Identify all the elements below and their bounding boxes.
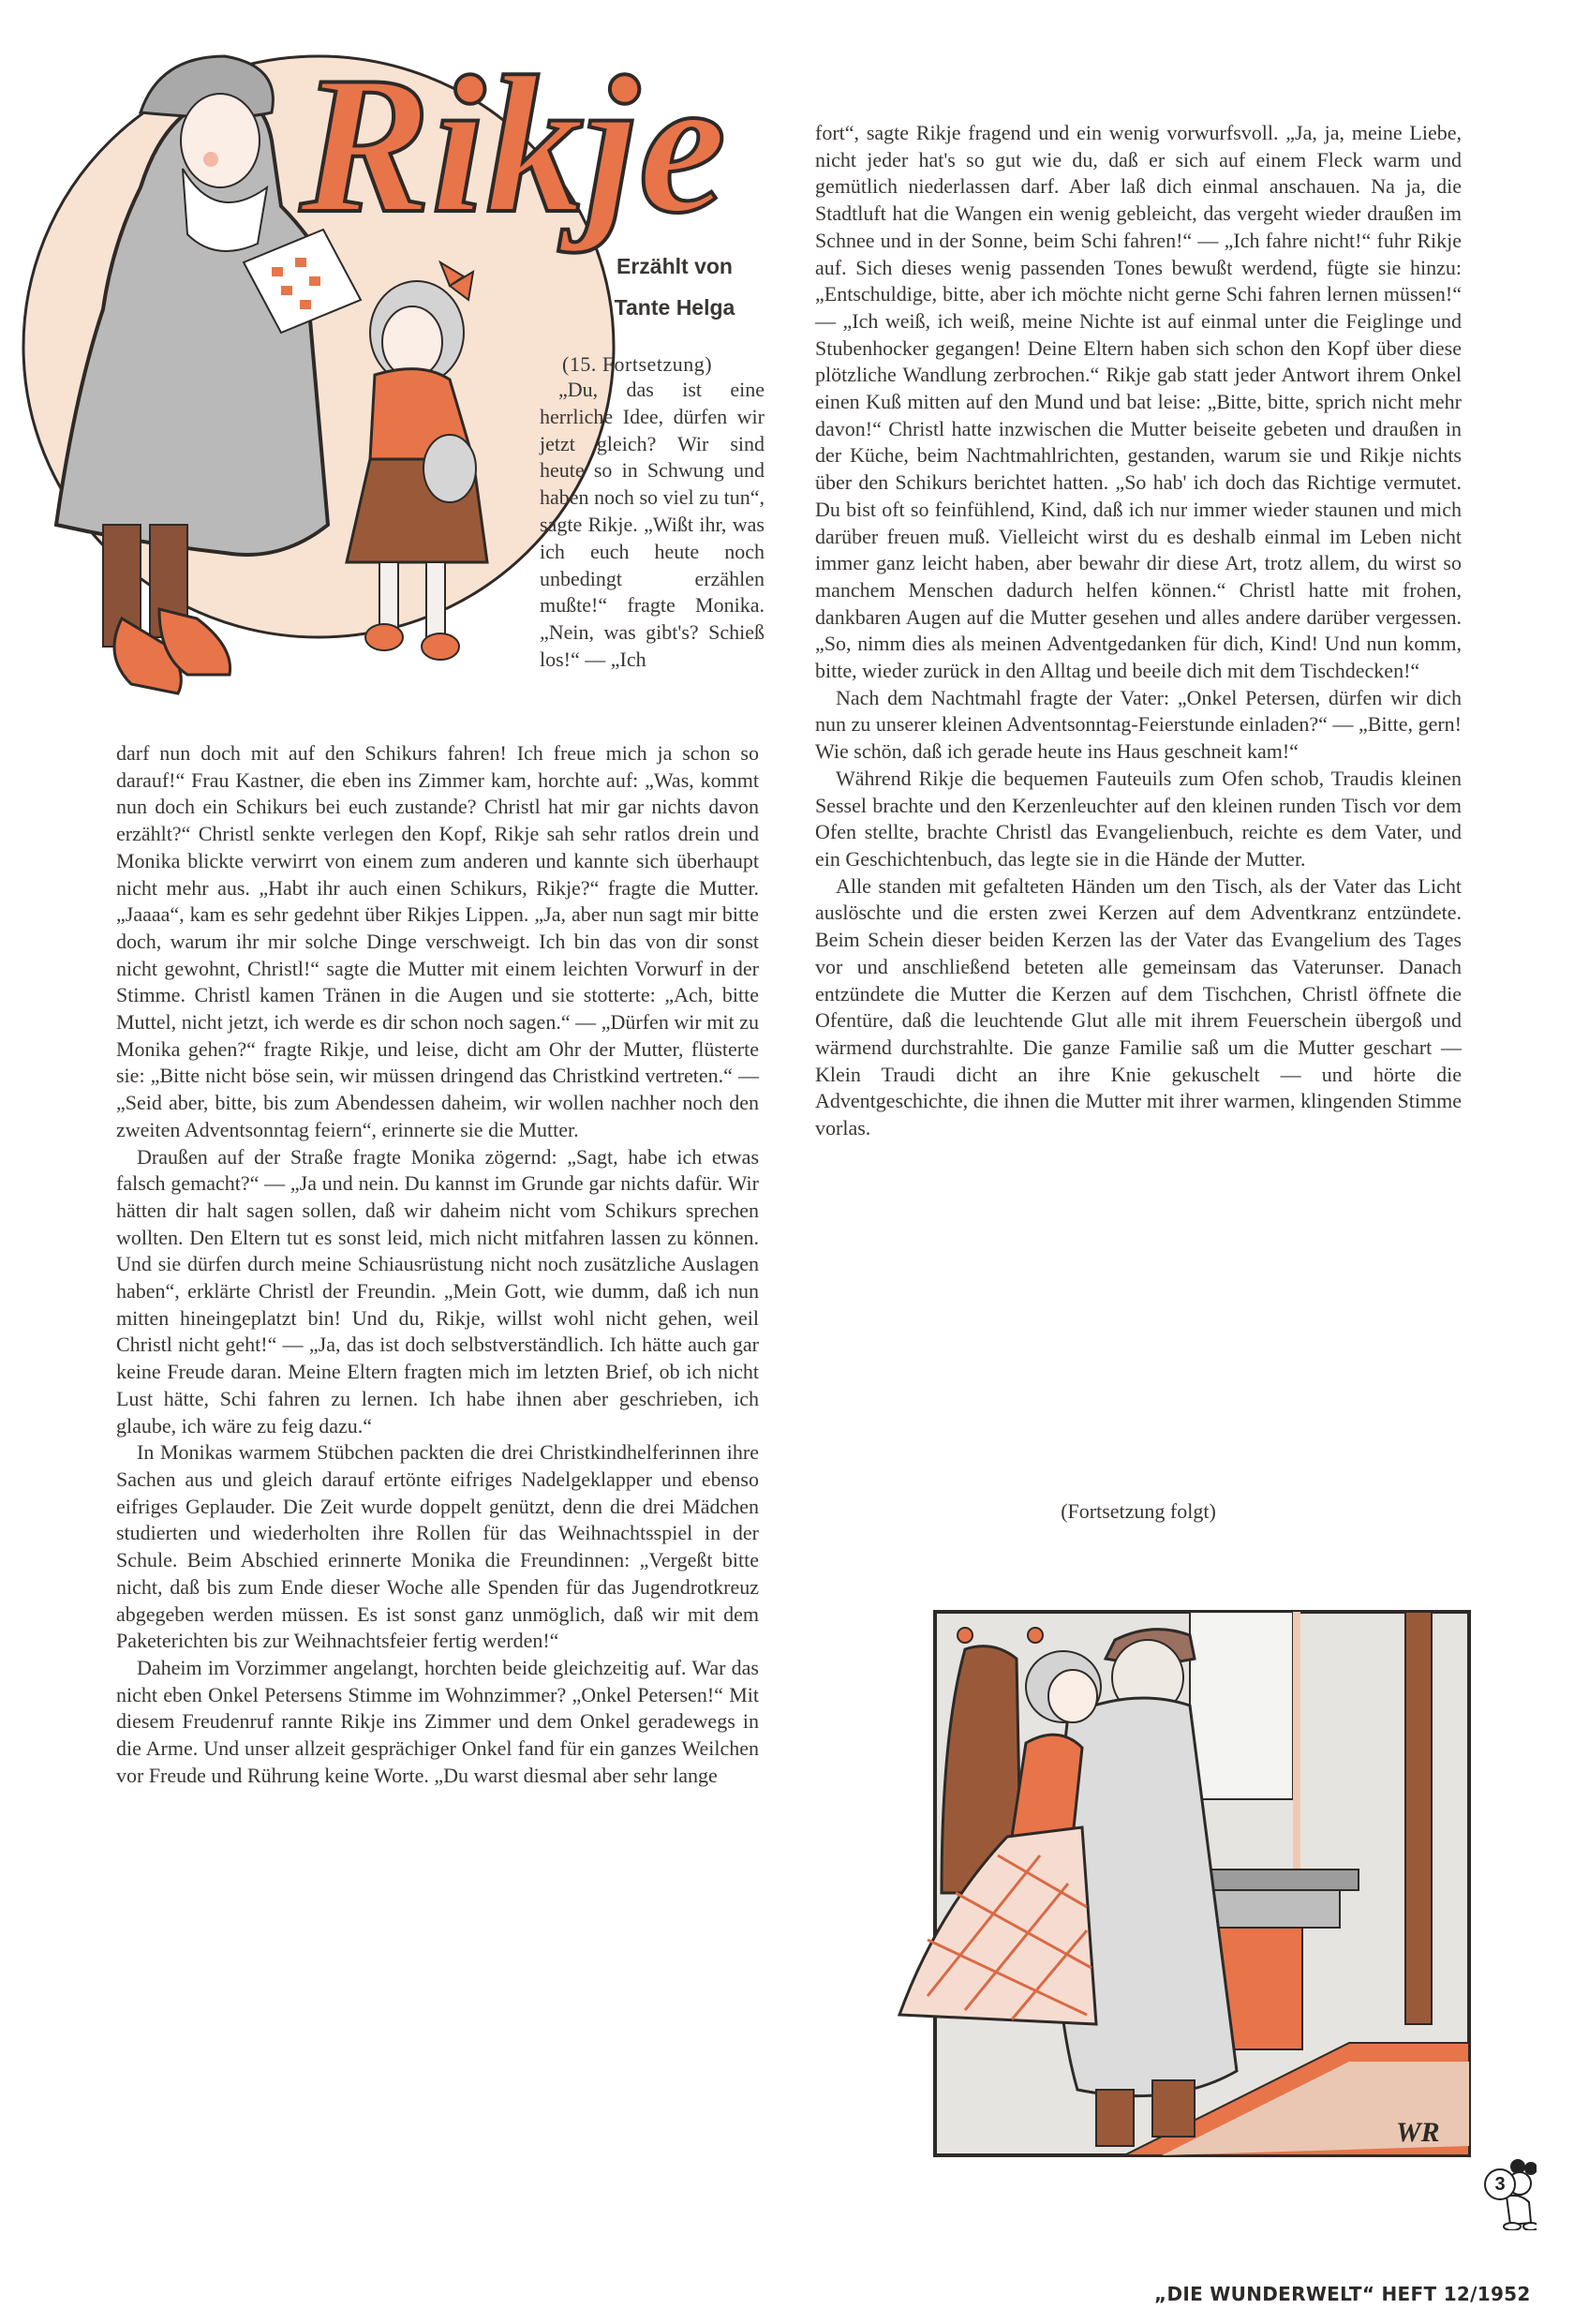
door-frame xyxy=(1405,1612,1432,2024)
teddy-bear xyxy=(423,435,476,502)
woman-face xyxy=(181,94,260,187)
girl-face xyxy=(382,306,442,378)
to-be-continued: (Fortsetzung folgt) xyxy=(1061,1499,1216,1523)
paragraph: „Du, das ist eine herrliche Idee, dürfen wir jetzt gleich? Wir sind heute so in Schwung und haben noch so viel zu tun“, sagte Rikje. „Wißt ihr, was ich euch heute noch unbedingt erzählen mußte!“ fragte Monika. „Nein, was gibt's? Schieß los!“ — „Ich xyxy=(540,378,765,671)
girl-hugging-uncle-illustration xyxy=(824,1584,1574,2240)
title-logo xyxy=(281,37,806,262)
paragraph: Nach dem Nachtmahl fragte der Vater: „Onkel Petersen, dürfen wir dich nun zu unserer kleinen Adventsonntag-Feierstunde einladen?“ — „Bitte, gern! Wie schön, daß ich gerade heute ins Haus geschneit kam!“ xyxy=(815,685,1462,764)
girl-face xyxy=(1048,1670,1097,1722)
byline-author: Tante Helga xyxy=(614,295,735,320)
bottom-illustration xyxy=(824,1584,1574,2240)
installment-label: (15. Fortsetzung) xyxy=(562,352,713,376)
paragraph: Draußen auf der Straße fragte Monika zögernd: „Sagt, habe ich etwas falsch gemacht?“ — „Ja und nein. Du kannst im Grunde gar nichts dafür. Wir hätten dir halt sagen sollen, daß wir daheim nicht vom Schikurs sprechen wollten. Den Eltern tut es sonst leid, mich nicht mitfahren lassen zu können. Und sie dürfen durch meine Schiausrüstung nicht noch zusätzliche Auslagen haben“, erklärte Christl der Freundin. „Mein Gott, wie dumm, daß ich nun mitten hineingeplatzt bin! Und du, Rikje, willst wohl nicht gehen, weil Christl nicht geht!“ — „Ja, das ist doch selbstverständlich. Ich hätte auch gar keine Freude daran. Meine Eltern fragten mich im letzten Brief, ob ich nicht Lust hätte, Schi fahren zu lernen. Ich habe ihnen aber geschrieben, ich glaube, ich wäre zu feig dazu.“ xyxy=(116,1144,759,1438)
right-column xyxy=(815,120,1462,1142)
left-column xyxy=(116,740,759,1789)
paragraph: In Monikas warmem Stübchen packten die drei Christkindhelferinnen ihre Sachen aus und gleich darauf ertönte eifriges Nadelgeklapper und ebenso eifriges Geplauder. Die Zeit wurde doppelt genützt, denn die drei Mädchen studierten und wiederholten ihre Rollen für das Weihnachtsspiel in der Schule. Beim Abschied erinnerte Monika die Freundinnen: „Vergeßt bitte nicht, daß bis zum Ende dieser Woche alle Spenden für das Jugendrotkreuz abgegeben werden müssen. Es ist sonst ganz unmöglich, daß wir mit dem Paketerichten bis zur Weihnachtsfeier fertig werden!“ xyxy=(116,1440,759,1653)
footer-publication: „DIE WUNDERWELT“ HEFT 12/1952 xyxy=(1154,2283,1531,2305)
artist-signature: WR xyxy=(1396,2117,1440,2148)
paragraph: darf nun doch mit auf den Schikurs fahren! Ich freue mich ja schon so darauf!“ Frau Kastner, die eben ins Zimmer kam, horchte auf: „Was, kommt nun doch ein Schikurs bei euch zustande? Christl hat mir gar nichts davon erzählt?“ Christl senkte verlegen den Kopf, Rikje sah sehr ratlos drein und Monika blickte verwirrt von einem zum anderen und kannte sich überhaupt nicht mehr aus. „Habt ihr auch einen Schikurs, Rikje?“ fragte die Mutter. „Jaaaa“, kam es sehr gedehnt über Rikjes Lippen. „Ja, aber nun sagt mir bitte doch, warum ihr mir solche Dinge verschweigt. Ich bin das von dir sonst nicht gewohnt, Christl!“ sagte die Mutter mit einem leichten Vorwurf in der Stimme. Christl kamen Tränen in die Augen und sie stotterte: „Ach, bitte Muttel, nicht jetzt, ich werde es dir schon noch sagen.“ — „Dürfen wir mit zu Monika gehen?“ fragte Rikje, und leise, dicht am Ohr der Mutter, flüsterte sie: „Bitte nicht böse sein, wir müssen dringend das Christkind vertreten.“ — „Seid aber, bitte, bis zum Abendessen daheim, wir wollen nachher noch den zweiten Adventsonntag feiern“, erinnerte sie die Mutter. xyxy=(116,741,759,1141)
byline-line1: Erzählt von xyxy=(616,254,733,278)
page-number-badge xyxy=(1478,2155,1537,2230)
narrow-column xyxy=(540,377,765,674)
paragraph: Alle standen mit gefalteten Händen um den Tisch, als der Vater das Licht auslöschte und die ersten zwei Kerzen auf dem Adventkranz entzündete. Beim Schein dieser beiden Kerzen las der Vater das Evangelium des Tages vor und anschließend beteten alle gemeinsam das Vaterunser. Danach entzündete die Mutter die Kerzen auf dem Tischchen, Christl öffnete die Ofentüre, daß die leuchtende Glut alle mit ihrem Feuerschein übergoß und wärmend durchstrahlte. Die ganze Familie saß um die Mutter geschart — Klein Traudi dicht an ihre Knie gekuschelt — und hörte die Adventgeschichte, die ihnen die Mutter mit ihrer warmen, klingenden Stimme vorlas. xyxy=(815,873,1462,1140)
byline xyxy=(581,246,768,328)
paragraph: Während Rikje die bequemen Fauteuils zum Ofen schob, Traudis kleinen Sessel brachte und den Kerzenleuchter auf den kleinen runden Tisch vor dem Ofen stellte, brachte Christl das Evangelienbuch, reichte es dem Vater, und ein Geschichtenbuch, das legte sie in die Hände der Mutter. xyxy=(815,766,1462,871)
page-number: 3 xyxy=(1484,2168,1516,2200)
story-title: Rikje xyxy=(300,37,726,254)
paragraph: fort“, sagte Rikje fragend und ein wenig vorwurfsvoll. „Ja, ja, meine Liebe, nicht jeder hat's so gut wie du, daß er sich auf einem Fleck warm und gemütlich niederlassen darf. Aber laß dich einmal anschauen. Na ja, die Stadtluft hat die Wangen ein wenig gebleicht, das vergeht wieder draußen im Schnee und in der Sonne, beim Schi fahren!“ — „Ich fahre nicht!“ fuhr Rikje auf. Sich dieses wenig passenden Tones bewußt werdend, fügte sie hinzu: „Entschuldige, bitte, aber ich möchte nicht gerne Schi fahren lernen müssen!“ — „Ich weiß, ich weiß, meine Nichte ist auf einmal unter die Feiglinge und Stubenhocker gegangen! Deine Eltern haben sich schon den Kopf über diese plötzliche Wandlung zerbrochen.“ Rikje gab statt jeder Antwort ihrem Onkel einen Kuß mitten auf den Mund und bat leise: „Bitte, bitte, sprich nicht mehr davon!“ Christl hatte inzwischen die Mutter beiseite gebeten und draußen in der Küche, beim Nachtmahlrichten, gestanden, warum sie und Rikje nichts über den Schikurs berichtet hatten. „So hab' ich doch das Richtige vermutet. Du bist oft so feinfühlend, Kind, daß ich nur immer wieder staunen und mich darüber freuen muß. Vielleicht wirst du es deshalb einmal im Leben nicht immer ganz leicht haben, aber bewahr dir diese Art, trotz allem, du wirst so manchem Menschen dadurch helfen können.“ Christl hatte mit frohen, dankbaren Augen auf die Mutter gesehen und alles andere darüber vergessen. „So, nimm dies als meinen Adventgedanken für dich, Kind! Und nun komm, bitte, wieder zurück in den Alltag und beeile dich mit dem Tischdecken!“ xyxy=(815,121,1462,683)
paragraph: Daheim im Vorzimmer angelangt, horchten beide gleichzeitig auf. War das nicht eben Onkel Petersens Stimme im Wohnzimmer? „Onkel Petersen!“ Mit diesem Freudenruf rannte Rikje ins Zimmer und dem Onkel geradewegs in die Arme. Und unser allzeit gesprächiger Onkel fand für ein ganzes Weilchen vor Freude und Rührung keine Worte. „Du warst diesmal aber sehr lange xyxy=(116,1655,759,1787)
